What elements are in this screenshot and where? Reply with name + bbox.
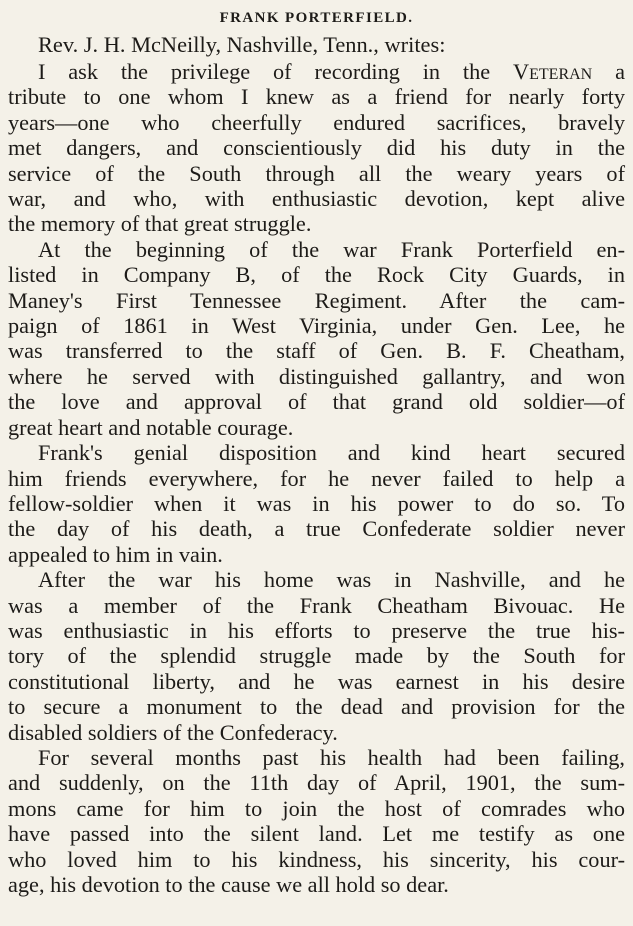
publication-name: Veteran — [513, 59, 593, 84]
text-line: have passed into the silent land. Let me testify as one — [8, 821, 625, 847]
text-line: was a member of the Frank Cheatham Bivouac. He — [8, 592, 625, 618]
article-byline: Rev. J. H. McNeilly, Nashville, Tenn., writes: — [38, 32, 446, 57]
text-line: where he served with distinguished gallantry, and won — [8, 363, 625, 389]
text-line: who loved him to his kindness, his sincerity, his cour- — [8, 846, 625, 872]
text-line: the day of his death, a true Confederate soldier never — [8, 516, 625, 542]
text-line: disabled soldiers of the Confederacy. — [8, 719, 338, 745]
text-line: years—one who cheerfully endured sacrifices, bravely — [8, 109, 625, 135]
text-line: Frank's genial disposition and kind heart secured — [38, 440, 625, 466]
text-line: fellow-soldier when it was in his power to do so. To — [8, 490, 625, 516]
text-line: was transferred to the staff of Gen. B. F. Cheatham, — [8, 338, 625, 364]
paragraph — [8, 237, 625, 440]
text-line: to secure a monument to the dead and provision for the — [8, 694, 625, 720]
text-line: him friends everywhere, for he never failed to help a — [8, 465, 625, 491]
text-line: listed in Company B, of the Rock City Guards, in — [8, 262, 625, 288]
text-line: age, his devotion to the cause we all hold so dear. — [8, 872, 449, 897]
text-line: appealed to him in vain. — [8, 541, 223, 567]
paragraph — [8, 59, 625, 237]
text-line: the love and approval of that grand old soldier—of — [8, 389, 625, 415]
text-line: Maney's First Tennessee Regiment. After the cam- — [8, 287, 625, 313]
text-line: the memory of that great struggle. — [8, 211, 312, 237]
paragraph — [8, 567, 625, 745]
text-line: After the war his home was in Nashville, and he — [38, 567, 625, 593]
text-line: constitutional liberty, and he was earnest in his desire — [8, 668, 625, 694]
paragraph — [8, 745, 625, 897]
text-line: For several months past his health had been failing, — [38, 744, 625, 770]
text-line: tribute to one whom I knew as a friend for nearly forty — [8, 84, 625, 110]
text-line: mons came for him to join the host of comrades who — [8, 795, 625, 821]
text-line: paign of 1861 in West Virginia, under Gen. Lee, he — [8, 313, 625, 339]
paragraph — [8, 440, 625, 567]
text-line: I ask the privilege of recording in the Veteran a — [38, 59, 625, 84]
text-line: met dangers, and conscientiously did his duty in the — [8, 135, 625, 161]
text-line: At the beginning of the war Frank Porterfield en- — [38, 236, 625, 262]
text-line: was enthusiastic in his efforts to preserve the true his- — [8, 617, 625, 643]
text-line: and suddenly, on the 11th day of April, 1901, the sum- — [8, 770, 625, 796]
text-line: service of the South through all the weary years of — [8, 160, 625, 186]
article-title: FRANK PORTERFIELD. — [219, 10, 414, 26]
text-line: tory of the splendid struggle made by the South for — [8, 643, 625, 669]
text-line: great heart and notable courage. — [8, 414, 294, 440]
text-line: war, and who, with enthusiastic devotion, kept alive — [8, 186, 625, 212]
article-body — [8, 59, 625, 897]
